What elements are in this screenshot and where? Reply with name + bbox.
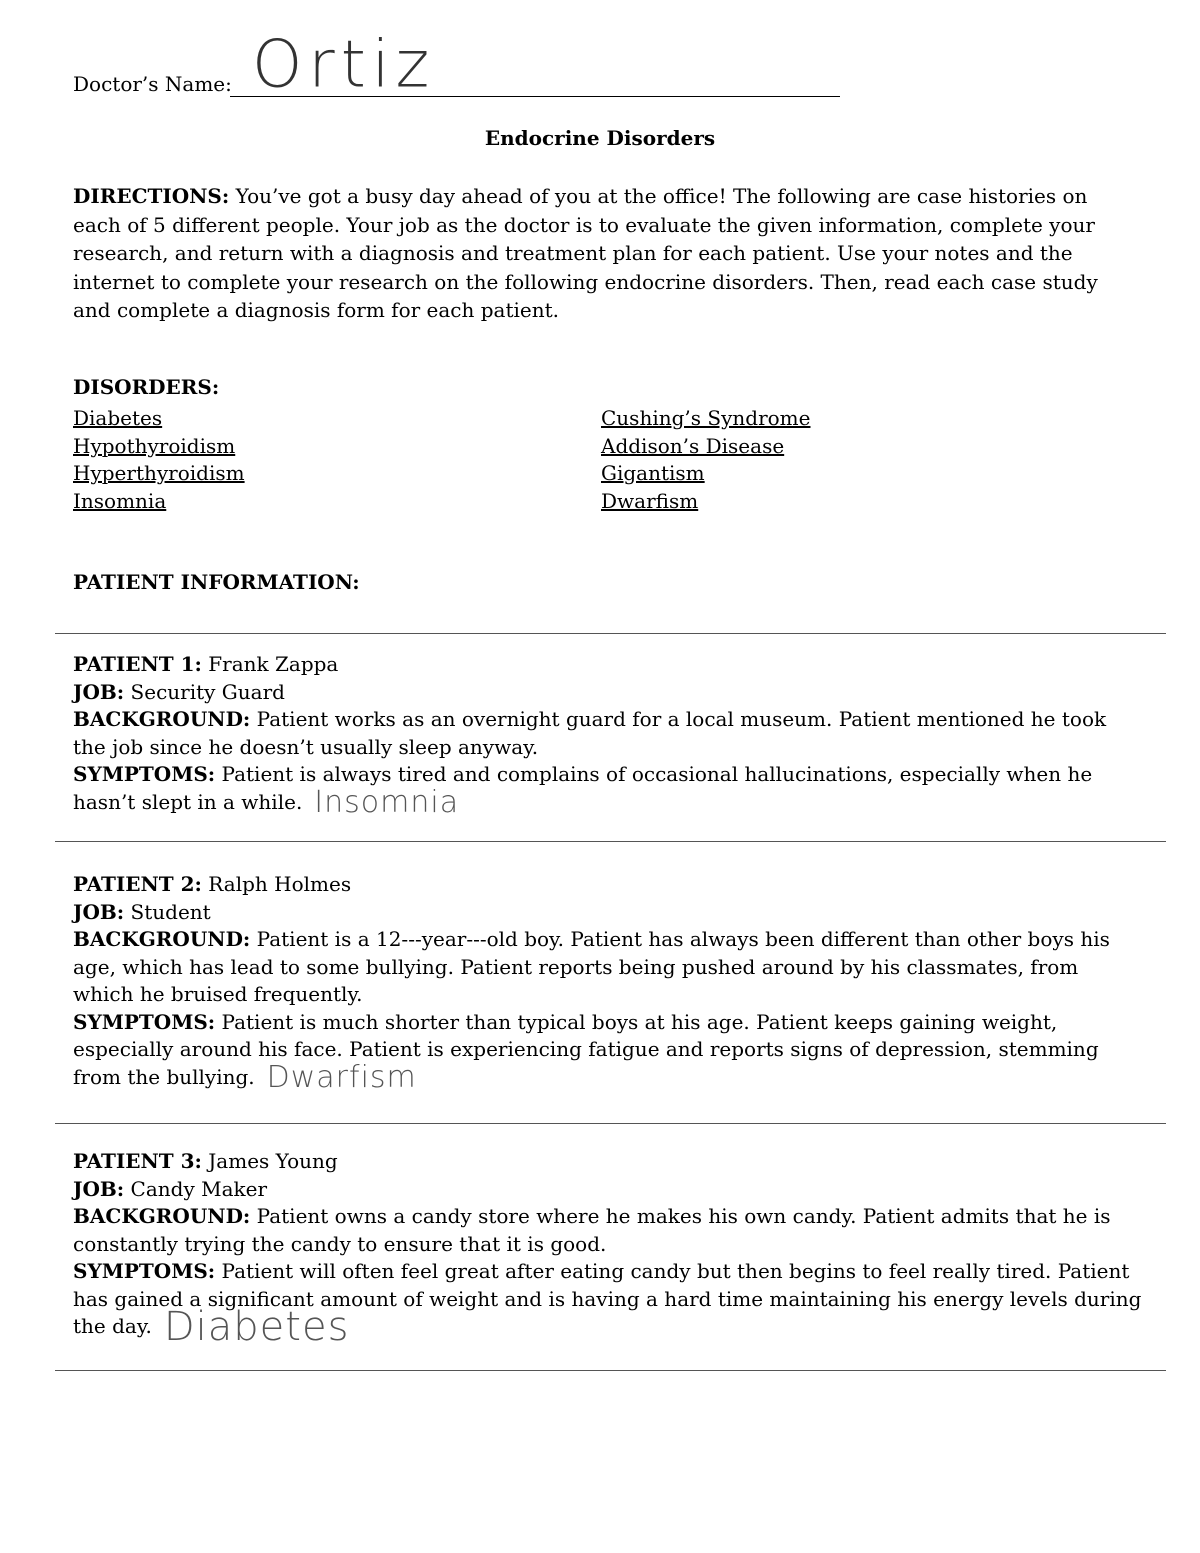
patient-case-2: [73, 871, 1143, 1096]
background-label: BACKGROUND:: [73, 927, 251, 951]
doctor-signature: Ortiz: [252, 27, 436, 103]
disorder-item: Dwarfism: [601, 489, 699, 514]
disorders-list-right: [601, 405, 810, 516]
job-label: JOB:: [73, 679, 125, 704]
directions-paragraph: [73, 182, 1133, 325]
disorder-item: Insomnia: [73, 489, 167, 514]
disorder-item: Cushing’s Syndrome: [601, 406, 811, 430]
patient-background: Patient owns a candy store where he makes his own candy. Patient admits that he is constantly trying the candy to ensure that it is good.: [73, 1204, 1111, 1256]
patient-name: James Young: [208, 1149, 338, 1173]
handwritten-diagnosis: Dwarfism: [266, 1060, 417, 1096]
disorder-item: Gigantism: [601, 461, 705, 486]
symptoms-label: SYMPTOMS:: [73, 1259, 216, 1283]
patient-job: Student: [130, 899, 211, 924]
divider: [55, 1370, 1166, 1371]
patient-job: Candy Maker: [130, 1176, 268, 1201]
doctor-name-label: Doctor’s Name:: [73, 72, 232, 96]
divider: [55, 1123, 1166, 1124]
directions-text: You’ve got a busy day ahead of you at the office! The following are case histories on each of 5 different people. Your job as the doctor is to evaluate the given information, complete your research, and return with a diagnosis and treatment plan for each patient. Use your notes and the internet to complete your research on the following endocrine disorders. Then, read each case study and complete a diagnosis form for each patient.: [73, 184, 1098, 322]
disorders-list-left: [73, 405, 245, 516]
disorders-heading: DISORDERS:: [73, 375, 220, 399]
symptoms-label: SYMPTOMS:: [73, 1009, 216, 1034]
patient-job: Security Guard: [130, 679, 285, 704]
patient-label: PATIENT 2:: [73, 872, 202, 896]
divider: [55, 841, 1166, 842]
handwritten-diagnosis: Diabetes: [163, 1303, 350, 1350]
disorder-item: Diabetes: [73, 406, 163, 430]
patient-name: Frank Zappa: [208, 652, 339, 676]
patient-information-heading: PATIENT INFORMATION:: [73, 570, 360, 594]
patient-background: Patient is a 12---year---old boy. Patient has always been different than other boys his age, which has lead to some bullying. Patient reports being pushed around by his classmates, from which he bruised frequently.: [73, 927, 1110, 1006]
patient-name: Ralph Holmes: [208, 872, 352, 896]
disorder-item: Hypothyroidism: [73, 433, 236, 458]
page-title: Endocrine Disorders: [484, 126, 716, 150]
patient-symptoms: Patient will often feel great after eating candy but then begins to feel really tired. Patient has gained a significant amount of weight and is having a hard time maintaining his energy levels during the day.: [73, 1259, 1142, 1338]
disorder-item: Hyperthyroidism: [73, 461, 245, 486]
patient-background: Patient works as an overnight guard for a local museum. Patient mentioned he took the job since he doesn’t usually sleep anyway.: [73, 707, 1107, 759]
patient-symptoms: Patient is much shorter than typical boys at his age. Patient keeps gaining weight, especially around his face. Patient is experiencing fatigue and reports signs of depression, stemming from the bullying.: [73, 1009, 1099, 1089]
divider: [55, 633, 1166, 634]
patient-symptoms: Patient is always tired and complains of occasional hallucinations, especially when he hasn’t slept in a while.: [73, 762, 1093, 814]
doctor-name-line: [73, 72, 232, 96]
background-label: BACKGROUND:: [73, 707, 251, 731]
patient-label: PATIENT 1:: [73, 652, 202, 676]
job-label: JOB:: [73, 899, 125, 924]
patient-label: PATIENT 3:: [73, 1149, 202, 1173]
patient-case-1: [73, 651, 1143, 821]
handwritten-diagnosis: Insomnia: [314, 785, 460, 821]
disorder-item: Addison’s Disease: [601, 433, 785, 458]
patient-case-3: [73, 1148, 1143, 1350]
job-label: JOB:: [73, 1176, 125, 1201]
background-label: BACKGROUND:: [73, 1204, 251, 1228]
symptoms-label: SYMPTOMS:: [73, 762, 216, 786]
directions-label: DIRECTIONS:: [73, 184, 230, 208]
